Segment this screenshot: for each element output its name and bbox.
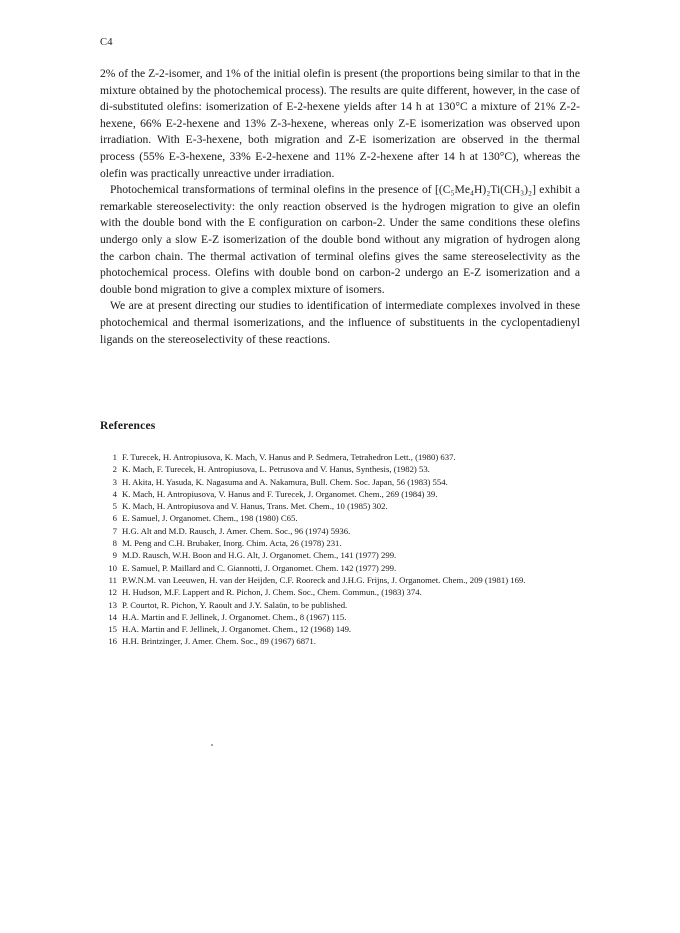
reference-text: P.W.N.M. van Leeuwen, H. van der Heijden, C.F. Rooreck and J.H.G. Frijns, J. Organomet. Chem., 209 (1981) 169. — [122, 574, 526, 585]
reference-text: P. Courtot, R. Pichon, Y. Raoult and J.Y. Salaün, to be published. — [122, 599, 348, 610]
reference-number: 12 — [108, 587, 117, 598]
reference-text: F. Turecek, H. Antropiusova, K. Mach, V. Hanus and P. Sedmera, Tetrahedron Lett., (1980) 637. — [122, 452, 456, 462]
reference-item — [100, 574, 586, 586]
body-text — [100, 66, 580, 348]
reference-number: 8 — [112, 538, 117, 549]
reference-list — [100, 451, 586, 648]
references-heading: References — [100, 420, 156, 432]
reference-text: H.A. Martin and F. Jellinek, J. Organomet. Chem., 12 (1968) 149. — [122, 624, 352, 635]
reference-item — [100, 500, 586, 512]
reference-text: M.D. Rausch, W.H. Boon and H.G. Alt, J. Organomet. Chem., 141 (1977) 299. — [122, 550, 397, 561]
reference-item — [100, 562, 586, 574]
reference-item — [100, 611, 586, 623]
reference-text: E. Samuel, J. Organomet. Chem., 198 (1980) C65. — [122, 513, 298, 524]
reference-number: 10 — [108, 562, 117, 573]
reference-text: E. Samuel, P. Maillard and C. Giannotti, J. Organomet. Chem. 142 (1977) 299. — [122, 562, 397, 573]
reference-text: K. Mach, H. Antropiusova and V. Hanus, Trans. Met. Chem., 10 (1985) 302. — [122, 501, 388, 512]
reference-number: 11 — [108, 574, 117, 585]
page-number: C4 — [100, 37, 113, 48]
reference-number: 1 — [112, 452, 117, 462]
reference-text: H.A. Martin and F. Jellinek, J. Organomet. Chem., 8 (1967) 115. — [122, 611, 347, 622]
reference-item — [100, 586, 586, 598]
reference-item — [100, 635, 586, 647]
reference-item — [100, 537, 586, 549]
reference-text: H.G. Alt and M.D. Rausch, J. Amer. Chem. Soc., 96 (1974) 5936. — [122, 525, 351, 536]
reference-text: H. Hudson, M.F. Lappert and R. Pichon, J. Chem. Soc., Chem. Commun., (1983) 374. — [122, 587, 422, 598]
reference-item — [100, 623, 586, 635]
reference-item — [100, 451, 586, 463]
paragraph: Photochemical transformations of terminal olefins in the presence of [(C₅Me₄H)₂Ti(CH₃)₂] exhibit a remarkable stereoselectivity: the only reaction observed is the hydrogen migration to give an olefin with the double bond with the E configuration on carbon-2. Under the same conditions these olefins undergo only a slow E-Z isomerization of the double bond without any migration of hydrogen along the carbon chain. The thermal activation of terminal olefins gives the same stereoselectivity as the photochemical process. Olefins with double bond on carbon-2 undergo an E-Z isomerization and a double bond migration to give a complex mixture of isomers. — [100, 183, 580, 296]
reference-number: 5 — [112, 501, 117, 512]
reference-number: 4 — [112, 488, 117, 499]
reference-text: K. Mach, H. Antropiusova, V. Hanus and F. Turecek, J. Organomet. Chem., 269 (1984) 39. — [122, 488, 438, 499]
reference-number: 15 — [108, 624, 117, 635]
scan-speck — [211, 744, 213, 746]
reference-text: H. Akita, H. Yasuda, K. Nagasuma and A. Nakamura, Bull. Chem. Soc. Japan, 56 (1983) 554. — [122, 476, 448, 487]
reference-number: 3 — [112, 476, 117, 487]
reference-text: H.H. Brintzinger, J. Amer. Chem. Soc., 89 (1967) 6871. — [122, 636, 316, 647]
reference-number: 2 — [112, 464, 117, 475]
reference-number: 9 — [112, 550, 117, 561]
reference-item — [100, 463, 586, 475]
reference-item — [100, 512, 586, 524]
paragraph: 2% of the Z-2-isomer, and 1% of the initial olefin is present (the proportions being similar to that in the mixture obtained by the photochemical process). The results are quite different, however, in the case of di-substituted olefins: isomerization of E-2-hexene yields after 14 h at 130°C a mixture of 21% Z-2-hexene, 66% E-2-hexene and 13% Z-3-hexene, whereas only Z-E isomerization was observed upon irradiation. With E-3-hexene, both migration and Z-E isomerization are observed in the thermal process (55% E-3-hexene, 33% E-2-hexene and 11% Z-2-hexene after 14 h at 130°C), whereas the olefin was practically unreactive under irradiation. — [100, 67, 580, 180]
reference-item — [100, 549, 586, 561]
reference-number: 13 — [108, 599, 117, 610]
reference-item — [100, 599, 586, 611]
paragraph: We are at present directing our studies to identification of intermediate complexes involved in these photochemical and thermal isomerizations, and the influence of substituents in the cyclopentadienyl ligands on the stereoselectivity of these reactions. — [100, 299, 580, 346]
reference-item — [100, 488, 586, 500]
reference-item — [100, 476, 586, 488]
reference-number: 6 — [112, 513, 117, 524]
reference-text: K. Mach, F. Turecek, H. Antropiusova, L. Petrusova and V. Hanus, Synthesis, (1982) 53. — [122, 464, 430, 475]
reference-number: 16 — [108, 636, 117, 647]
reference-number: 7 — [112, 525, 117, 536]
reference-number: 14 — [108, 611, 117, 622]
reference-item — [100, 525, 586, 537]
reference-text: M. Peng and C.H. Brubaker, Inorg. Chim. Acta, 26 (1978) 231. — [122, 538, 342, 549]
